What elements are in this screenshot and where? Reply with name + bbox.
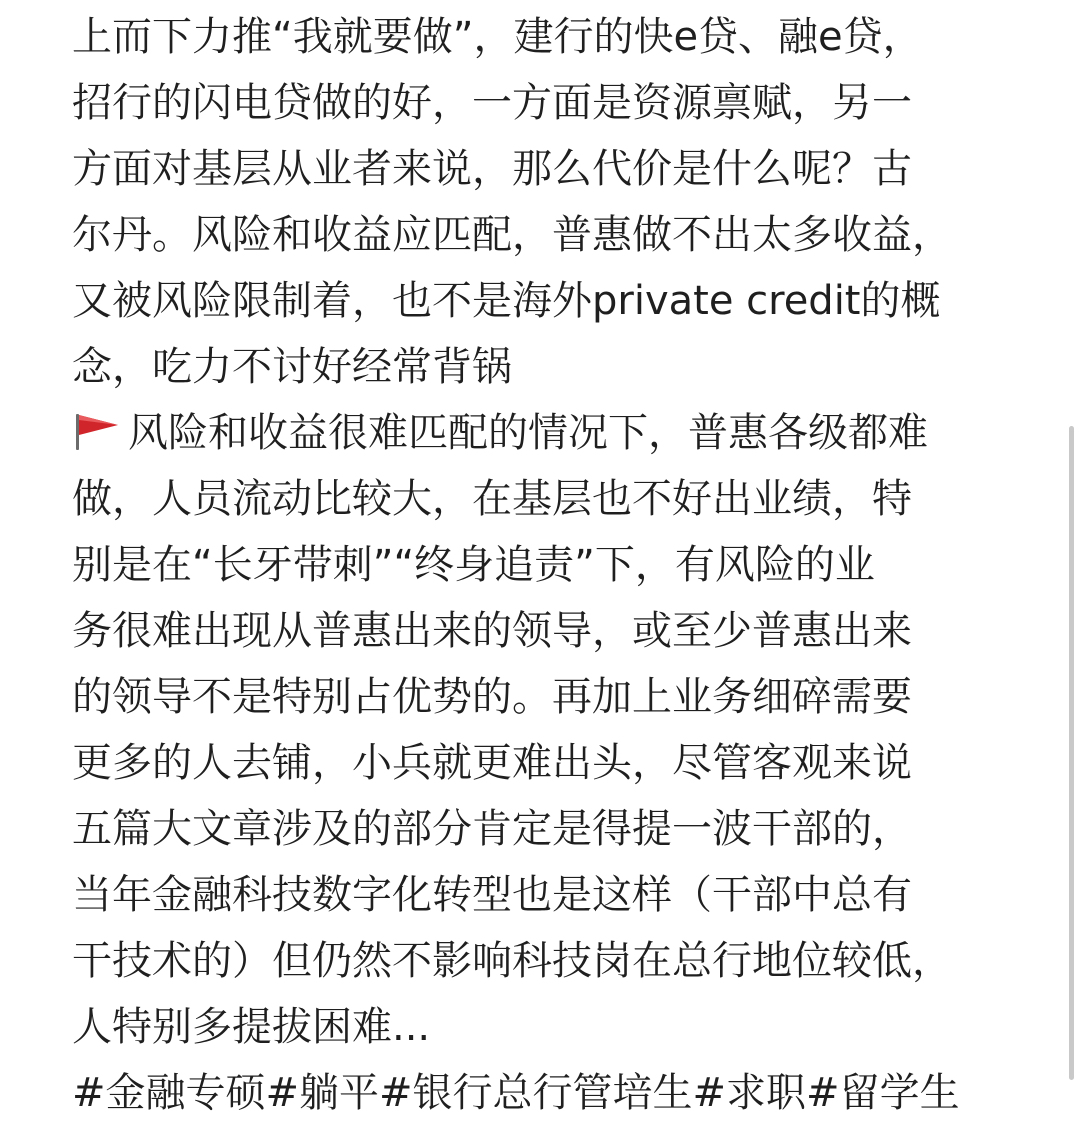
text-line: 念，吃力不讨好经常背锅 (72, 344, 512, 390)
text-line: 干技术的）但仍然不影响科技岗在总行地位较低， (72, 938, 952, 984)
text-line: 当年金融科技数字化转型也是这样（干部中总有 (72, 872, 912, 918)
text-line: 上而下力推“我就要做”，建行的快e贷、融e贷， (72, 14, 923, 60)
text-line: 又被风险限制着，也不是海外private credit的概 (72, 278, 941, 324)
text-line: 招行的闪电贷做的好，一方面是资源禀赋，另一 (72, 80, 912, 126)
paragraph-2 (72, 400, 1012, 1060)
text-line: 的领导不是特别占优势的。再加上业务细碎需要 (72, 674, 912, 720)
text-line-with-flag (72, 400, 1012, 466)
text-line: 别是在“长牙带刺”“终身追责”下，有风险的业 (72, 542, 875, 588)
text-line: 做，人员流动比较大，在基层也不好出业绩，特 (72, 476, 912, 522)
text-line: 务很难出现从普惠出来的领导，或至少普惠出来 (72, 608, 912, 654)
text-line: 方面对基层从业者来说，那么代价是什么呢？古 (72, 146, 912, 192)
paragraph-1 (72, 4, 1012, 400)
scrollbar-thumb[interactable] (1069, 426, 1074, 1080)
text-line: 风险和收益很难匹配的情况下，普惠各级都难 (128, 410, 928, 456)
post-body (72, 4, 1012, 1126)
scrollbar[interactable] (1066, 0, 1080, 1080)
text-line: 五篇大文章涉及的部分肯定是得提一波干部的， (72, 806, 912, 852)
hashtag-line[interactable]: #金融专硕#躺平#银行总行管培生#求职#留学生 (72, 1070, 960, 1116)
text-line: 人特别多提拔困难... (72, 1004, 431, 1050)
red-flag-icon (72, 412, 122, 452)
text-line: 尔丹。风险和收益应匹配，普惠做不出太多收益， (72, 212, 952, 258)
text-line: 更多的人去铺，小兵就更难出头，尽管客观来说 (72, 740, 912, 786)
